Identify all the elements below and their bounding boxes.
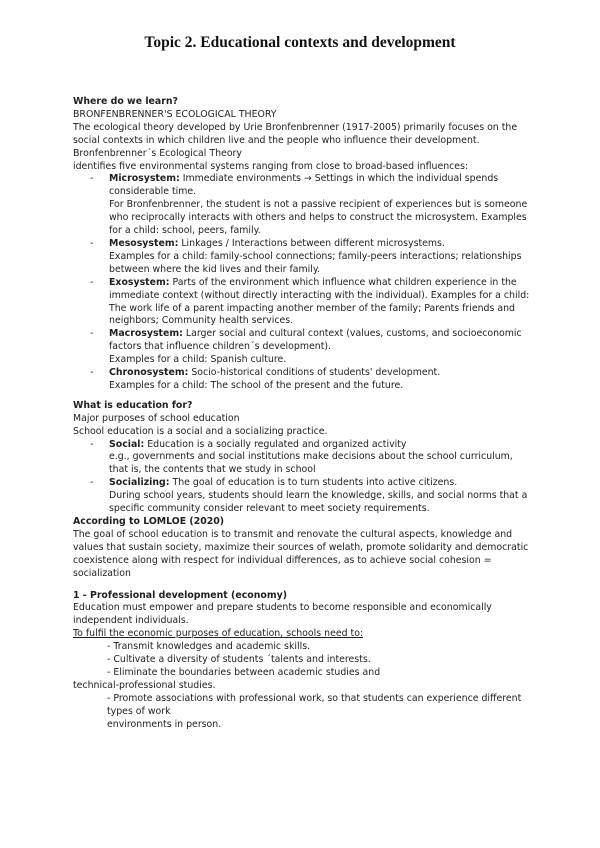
- list-item-continuation: technical-professional studies.: [73, 679, 216, 691]
- system-detail: For Bronfenbrenner, the student is not a passive recipient of experiences but is someone who reciprocally interacts with others and helps to construct the microsystem. Examples for a child: school, peers, family.: [109, 199, 528, 237]
- section-heading-where: Where do we learn?: [73, 96, 178, 107]
- section-heading-what: What is education for?: [73, 399, 193, 411]
- system-text: Socio-historical conditions of students' development.: [188, 367, 441, 379]
- section-heading-professional: 1 - Professional development (economy): [73, 589, 287, 601]
- purpose-detail: During school years, students should learn the knowledge, skills, and social norms that a specific community consider relevant to meet society requirements.: [109, 490, 528, 515]
- document-body: [73, 96, 533, 732]
- list-item: - Cultivate a diversity of students ´talents and interests.: [107, 654, 371, 666]
- purpose-detail: e.g., governments and social institutions make decisions about the school curriculum, that is, the contents that we study in school: [109, 451, 513, 476]
- systems-list: [73, 238, 533, 393]
- system-detail: Examples for a child: family-school connections; family-peers interactions; relationships between where the kid lives and their family.: [109, 250, 522, 275]
- system-term: Mesosystem:: [109, 237, 179, 249]
- list-item: [73, 439, 533, 478]
- system-detail: Examples for a child: The school of the present and the future.: [109, 379, 404, 391]
- list-item: - Promote associations with professional work, so that students can experience different types of work: [107, 692, 522, 717]
- list-item: [73, 277, 533, 329]
- systems-list: [73, 173, 533, 199]
- theory-line: Bronfenbrenner´s Ecological Theory: [73, 147, 242, 159]
- list-item: [73, 328, 533, 367]
- system-detail: Examples for a child: Spanish culture.: [109, 354, 287, 366]
- purposes-list: [73, 439, 533, 516]
- list-item: [73, 238, 533, 277]
- economic-purposes-heading: To fulfil the economic purposes of education, schools need to:: [73, 628, 364, 640]
- system-text: Parts of the environment which influence what children experience in the immediate context (without directly interacting with the individual).: [109, 276, 517, 301]
- theory-subheading: BRONFENBRENNER'S ECOLOGICAL THEORY: [73, 108, 277, 120]
- purpose-term: Socializing:: [109, 477, 170, 489]
- system-text: Larger social and cultural context (values, customs, and socioeconomic factors that influence children´s development).: [109, 328, 522, 353]
- list-item: [73, 477, 533, 516]
- system-text: Immediate environments → Settings in which the individual spends considerable time.: [109, 173, 499, 198]
- system-term: Chronosystem:: [109, 367, 189, 379]
- purpose-text: The goal of education is to turn students into active citizens.: [169, 477, 458, 489]
- system-term: Microsystem:: [109, 173, 180, 185]
- list-item: - Transmit knowledges and academic skills.: [107, 641, 311, 653]
- lomloe-text: The goal of school education is to transmit and renovate the cultural aspects, knowledge and values that sustain society, maximize their sources of welath, promote solidarity and democratic coexistence along with respect for individual differences, as to achieve social cohesion = socialization: [73, 528, 529, 579]
- list-item-continuation: environments in person.: [107, 718, 222, 730]
- system-detail: Examples for a child: The work life of a parent impacting another member of the family; Parents friends and neighbors; Community health services.: [109, 289, 530, 327]
- system-term: Macrosystem:: [109, 328, 183, 340]
- page-title: Topic 2. Educational contexts and development: [144, 34, 456, 51]
- economic-purposes-list: [73, 641, 533, 680]
- professional-intro: Education must empower and prepare students to become responsible and economically independent individuals.: [73, 602, 492, 627]
- purposes-line: School education is a social and a socializing practice.: [73, 425, 328, 437]
- purpose-term: Social:: [109, 438, 145, 450]
- purposes-line: Major purposes of school education: [73, 412, 240, 424]
- theory-intro: The ecological theory developed by Urie Bronfenbrenner (1917-2005) primarily focuses on the social contexts in which children live and the people who influence their development.: [73, 121, 518, 146]
- list-item: [73, 367, 533, 393]
- theory-line: identifies five environmental systems ranging from close to broad-based influences:: [73, 160, 469, 172]
- purpose-text: Education is a socially regulated and organized activity: [144, 438, 407, 450]
- list-item: - Eliminate the boundaries between academic studies and: [107, 666, 381, 678]
- lomloe-heading: According to LOMLOE (2020): [73, 516, 225, 527]
- system-term: Exosystem:: [109, 276, 170, 288]
- system-text: Linkages / Interactions between different microsystems.: [178, 237, 445, 249]
- list-item: [73, 173, 533, 199]
